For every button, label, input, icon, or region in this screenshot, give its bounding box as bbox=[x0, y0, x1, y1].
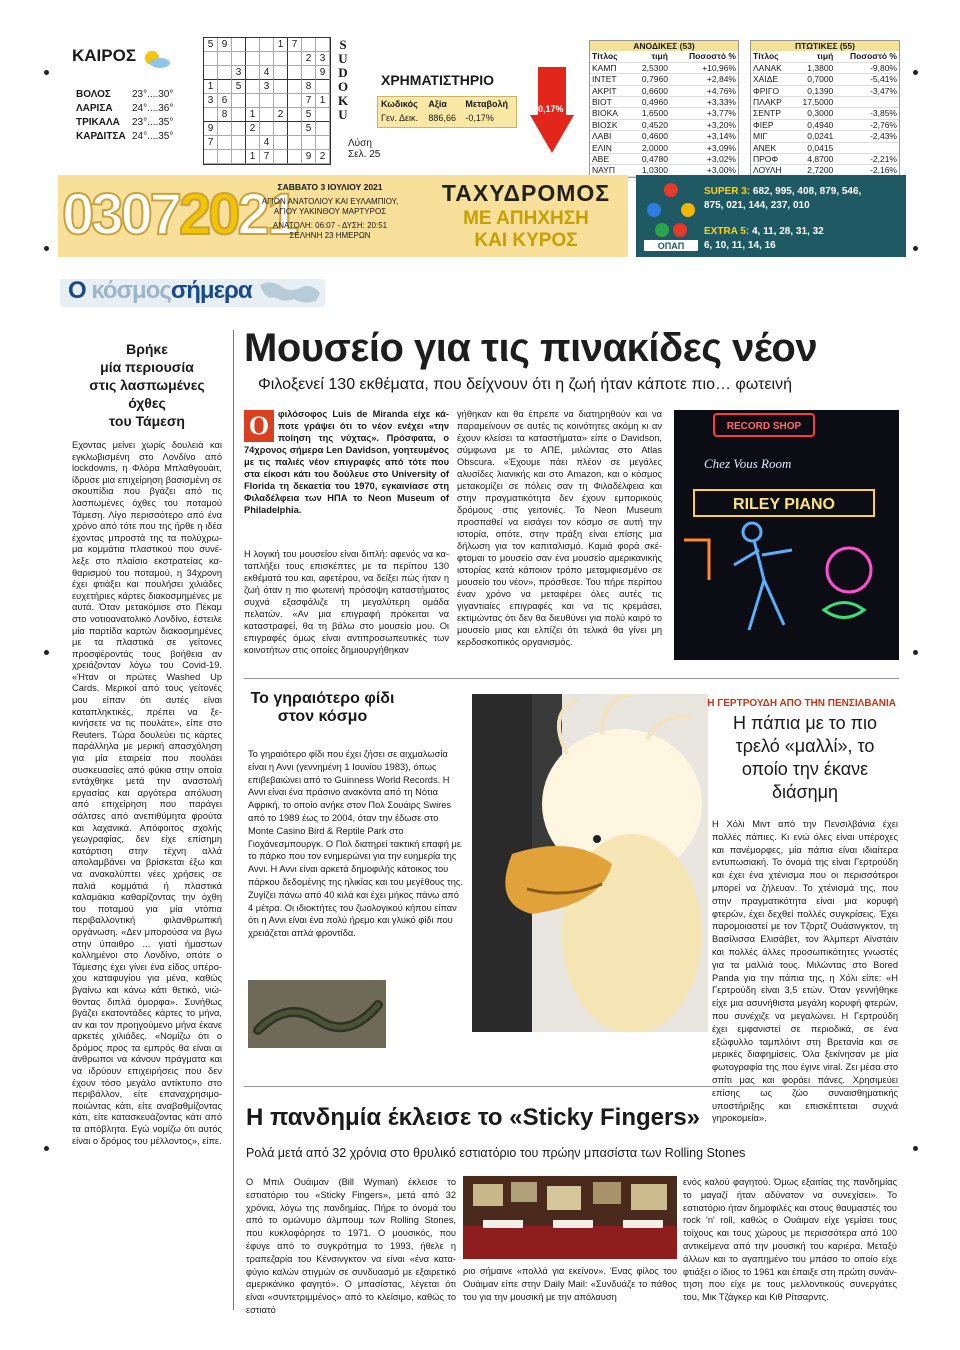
table-row bbox=[751, 108, 899, 119]
table-cell: 0,4940 bbox=[792, 119, 835, 130]
margin-dot bbox=[44, 246, 49, 251]
table-cell: 0,0415 bbox=[792, 142, 835, 153]
sudoku-cell: 2 bbox=[316, 150, 330, 164]
table-row bbox=[751, 85, 899, 96]
sudoku-cell: 7 bbox=[288, 38, 302, 52]
sudoku-cell bbox=[274, 94, 288, 108]
museum-body-col2: γήθηκαν και θα έπρεπε να διατηρηθούν και να παραμείνουν σε αυτές τις κοινότητες ακόμη κι αν έχουν κλείσει τα καταστήματα» είπε ο Davidson, σύμφωνα με το ΑΠΕ, μιλώντας στο Atlas Obscura. «Έχουμε πάει πλέον σε μεγάλες αλυσίδες λιανικής και στο Amazon, και ο κόσμος μετακομίζει σε πόλεις σαν τη Φιλαδέλφεια και στην πραγματικότητα δεν έχουν εμπορικούς δρόμους στις γειτονιές. Το Neon Museum προσπαθεί να εισάγει τον κόσμο σε αυτή την ιστορία, οπότε, στην πράξη είναι επίσης μια δήλωση για τον καπιταλισμό. Καμιά φορά σκέφτομαι το μουσείο σαν ένα μουσείο αμερικανικής ιστορίας κατά κάποιον τρόπο μεταμφιεσμένο σε μουσείο του νέον», πρόσθεσε. Του πήρε περίπου έναν χρόνο να μεταφέρει όλες αυτές τις γιγαντιαίες επιγραφές και να τις κρεμάσει, εκτιμώντας ότι δεν θα διευθύνει για πολύ καιρό το μουσείο μιας και ελπίζει ότι τελικά θα γίνει μη κερδοσκοπικός οργανισμός. bbox=[457, 409, 662, 647]
sudoku-cell: 3 bbox=[232, 66, 246, 80]
table-row bbox=[751, 142, 899, 153]
margin-dot bbox=[913, 246, 918, 251]
sudoku-cell: 6 bbox=[218, 94, 232, 108]
sudoku-letter: U bbox=[338, 107, 348, 122]
table-cell: 0,7960 bbox=[630, 74, 670, 85]
masthead-title: ΤΑΧΥΔΡΟΜΟΣ bbox=[441, 180, 611, 206]
sudoku-letter: D bbox=[338, 65, 348, 80]
table-cell: 1,6500 bbox=[630, 108, 670, 119]
table-header: Ποσοστό % bbox=[670, 51, 738, 62]
sudoku-cell: 5 bbox=[302, 108, 316, 122]
losers-table: ΠΤΩΤΙΚΕΣ (55) Τίτλος τιμή Ποσοστό % ΛΑΝΑΚ 1,3800 -9,80% ΧΑΙΔΕ 0,7000 -5,41% ΦΡΙΓΟ 0,1390 -3,47% ΠΛΑΚΡ 17,5000 ΣΕΝΤΡ 0,3000 -3,85% ΦΙΕΡ 0,4940 -2,76% ΜΙΓ 0,0241 -2,43% ΑΝΕΚ 0,0415 ΠΡΟΦ 4,8700 -2,21% ΛΟΥΛΗ 2,7200 -2,16% bbox=[750, 40, 900, 178]
sudoku-cell bbox=[288, 122, 302, 136]
sudoku-cell bbox=[232, 94, 246, 108]
opap-logo bbox=[642, 180, 700, 252]
restaurant-photo bbox=[463, 1176, 677, 1259]
sudoku-cell: 5 bbox=[302, 122, 316, 136]
margin-dot bbox=[913, 650, 918, 655]
table-cell: 0,3000 bbox=[792, 108, 835, 119]
table-row bbox=[751, 74, 899, 85]
table-header: τιμή bbox=[630, 51, 670, 62]
sudoku-cell bbox=[288, 80, 302, 94]
sudoku-cell bbox=[260, 94, 274, 108]
snake-headline: Το γηραιότερο φίδι στον κόσμο bbox=[250, 690, 395, 725]
table-cell: ΜΙΓ bbox=[751, 131, 792, 142]
sudoku-cell: 5 bbox=[204, 38, 218, 52]
margin-dot bbox=[913, 1146, 918, 1151]
sudoku-cell bbox=[274, 150, 288, 164]
table-cell: 0,4960 bbox=[630, 97, 670, 108]
sudoku-cell bbox=[288, 94, 302, 108]
table-cell: ΒΙΟΣΚ bbox=[590, 119, 630, 130]
svg-text:ΟΠΑΠ: ΟΠΑΠ bbox=[657, 241, 685, 251]
sudoku-cell: 1 bbox=[246, 108, 260, 122]
sudoku-cell bbox=[302, 38, 316, 52]
table-cell: +3,02% bbox=[670, 154, 738, 165]
table-cell: -9,80% bbox=[835, 62, 899, 73]
sudoku-cell: 1 bbox=[316, 94, 330, 108]
section-rule bbox=[244, 678, 899, 679]
sudoku-cell: 4 bbox=[260, 66, 274, 80]
table-cell: 2,7200 bbox=[792, 165, 835, 176]
museum-headline: Μουσείο για τις πινακίδες νέον bbox=[244, 326, 818, 370]
table-row bbox=[751, 62, 899, 73]
sudoku-cell bbox=[204, 150, 218, 164]
sun-cloud-icon bbox=[140, 48, 170, 70]
sudoku-cell: 9 bbox=[316, 66, 330, 80]
sudoku-cell bbox=[316, 108, 330, 122]
weather-title: ΚΑΙΡΟΣ bbox=[72, 46, 137, 65]
table-cell: -5,41% bbox=[835, 74, 899, 85]
sudoku-cell bbox=[232, 52, 246, 66]
sudoku-cell bbox=[316, 122, 330, 136]
table-cell: 0,4520 bbox=[630, 119, 670, 130]
sudoku-cell bbox=[316, 136, 330, 150]
sudoku-cell: 8 bbox=[218, 108, 232, 122]
dropcap: Ο bbox=[244, 410, 274, 442]
sudoku-cell: 5 bbox=[232, 80, 246, 94]
sudoku-cell bbox=[204, 108, 218, 122]
sudoku-letter: U bbox=[338, 51, 348, 66]
table-row bbox=[590, 119, 738, 130]
sudoku-label bbox=[337, 38, 349, 122]
sudoku-cell bbox=[218, 66, 232, 80]
table-header: Τίτλος bbox=[751, 51, 792, 62]
svg-text:Chez Vous Room: Chez Vous Room bbox=[704, 456, 792, 471]
sudoku-cell bbox=[274, 122, 288, 136]
sticky-body-col1: Ο Μπιλ Ουάιμαν (Bill Wyman) έκλεισε το εστιατόριο του «Sticky Fingers», μετά από 32 χρόνια, λόγω της πανδημίας. Πήρε το όνομά του από το ομώνυμο άλμπουμ των Rolling Stones, που κυκλοφόρησε το 1971. Ο μουσικός, που έφυγε από το συγκρότημα το 1993, ήθελε η τραπεζαρία του Κένσινγκτον να είναι «ένα καταφύγιο καλών στιγμών σε συνδυασμό με εξαιρετικό αμερικάνικο φαγητό». Ο μπασίστας, λέγεται ότι είναι «συντετριμμένος» από το κλείσιμο, καθώς το εστιατό bbox=[246, 1177, 456, 1315]
duck-kicker: Η ΓΕΡΤΡΟΥΔΗ ΑΠΟ ΤΗΝ ΠΕΝΣΙΛΒΑΝΙΑ bbox=[707, 698, 896, 709]
neon-signs-photo bbox=[674, 410, 899, 660]
table-cell: 2,0000 bbox=[630, 142, 670, 153]
table-cell: -2,43% bbox=[835, 131, 899, 142]
sudoku-cell bbox=[274, 80, 288, 94]
sudoku-solution-ref: Λύση Σελ. 25 bbox=[348, 138, 381, 160]
sudoku-cell: 7 bbox=[260, 150, 274, 164]
sudoku-cell bbox=[218, 136, 232, 150]
sudoku-cell bbox=[246, 94, 260, 108]
table-cell: ΣΕΝΤΡ bbox=[751, 108, 792, 119]
sudoku-cell bbox=[246, 80, 260, 94]
table-cell: 0,6600 bbox=[630, 85, 670, 96]
table-cell: ΧΑΙΔΕ bbox=[751, 74, 792, 85]
sudoku-cell: 7 bbox=[302, 94, 316, 108]
sudoku-cell: 7 bbox=[204, 136, 218, 150]
table-cell: 17,5000 bbox=[792, 97, 835, 108]
weather-row: ΚΑΡΔΙΤΣΑ 24°....35° bbox=[76, 131, 174, 142]
table-cell: 4,8700 bbox=[792, 154, 835, 165]
table-cell: ΑΝΕΚ bbox=[751, 142, 792, 153]
table-cell: -2,21% bbox=[835, 154, 899, 165]
table-cell: -3,85% bbox=[835, 108, 899, 119]
sudoku-cell: 3 bbox=[316, 52, 330, 66]
table-row bbox=[751, 119, 899, 130]
sudoku-cell: 1 bbox=[204, 80, 218, 94]
table-header: Τίτλος bbox=[590, 51, 630, 62]
sudoku-cell: 2 bbox=[274, 108, 288, 122]
sudoku-cell bbox=[260, 122, 274, 136]
sudoku-letter: K bbox=[337, 93, 349, 108]
table-cell: ΒΙΟΚΑ bbox=[590, 108, 630, 119]
svg-text:RILEY PIANO: RILEY PIANO bbox=[733, 496, 835, 513]
table-row bbox=[590, 154, 738, 165]
sudoku-cell bbox=[260, 38, 274, 52]
sudoku-cell bbox=[274, 52, 288, 66]
anaconda-photo bbox=[248, 980, 386, 1048]
lottery-results: SUPER 3: 682, 995, 408, 879, 546, 875, 021, 144, 237, 010 EXTRA 5: 4, 11, 28, 31, 32 6, 10, 11, 14, 16 bbox=[704, 186, 862, 251]
duck-body: Η Χόλι Μιντ από την Πενσιλβάνια έχει πολλές πάπιες. Κι ενώ όλες είναι υπέροχες και πανέμορφες, μία πάπια είναι ιδιαίτερα εντυπωσιακή. Το όνομά της είναι Γερτρούδη και έχει ένα χτένισμα που οι περισσότεροι μπορεί να ζήλευαν. Το χτένισμά της, που στην πραγματικότητα είναι μια κορυφή φτερών, έχει δεχθεί πολλές συγκρίσεις. Έχει παρομοιαστεί με τον Τζορτζ Ουάσινγκτον, τη Βασίλισσα Ελισάβετ, τον Άλμπερτ Αϊνστάιν και πολλές άλλες προσωπικότητες γνωστές για τα μαλλιά τους. Μιλώντας στο Bored Panda για την πάπια της, η Χόλι είπε: «Η Γερτρούδη είναι 3,5 ετών. Όταν γεννήθηκε είχε μια ασυνήθιστα μεγάλη κορυφή φτερών, που συνέχιζε να μεγαλώνει. Η Γερτρούδη έχει εμφανιστεί σε περιοδικά, σε ένα εξώφυλλο ταμπλόιντ στη Βρετανία και σε μερικές διαφημίσεις. Όλα ξεκίνησαν με μία φωτογραφία της που έγινε viral. Ζει μέσα στο σπίτι μας και φοράει πάνες. Χρησιμεύει επίσης ως ζώο συναισθηματικής υποστήριξης και επισκέπτεται συχνά γηροκομεία». bbox=[712, 819, 898, 1124]
table-row bbox=[751, 154, 899, 165]
sudoku-cell bbox=[288, 52, 302, 66]
table-cell: +3,33% bbox=[670, 97, 738, 108]
table-cell: ΑΚΡΙΤ bbox=[590, 85, 630, 96]
sudoku-cell bbox=[246, 136, 260, 150]
table-cell: 0,7000 bbox=[792, 74, 835, 85]
sudoku-cell: 8 bbox=[302, 80, 316, 94]
sudoku-cell: 1 bbox=[246, 150, 260, 164]
svg-text:RECORD SHOP: RECORD SHOP bbox=[726, 421, 802, 432]
sudoku-cell bbox=[218, 122, 232, 136]
weather-row: ΛΑΡΙΣΑ 24°....36° bbox=[76, 103, 174, 114]
table-cell: +2,84% bbox=[670, 74, 738, 85]
margin-dot bbox=[913, 70, 918, 75]
thames-body: Εχοντας μείνει χωρίς δουλειά και εγκλωβισμένη στο Λονδίνο από lockdowns, η Φλόρα Μπλαθγουάιτ, ίδρυσε μια επιχείρηση βασισμένη σε σκουπίδια που βγάζει από τις λασπωμένες όχθες του ποταμού Τάμεση. Λίγο περισσότερο από ένα χρόνο από τότε που της ήρθε η ιδέα έχοντας μπροστά της τα πολύχρωμα κομμάτια πλαστικού που συνέλεξε στο πλαίσιο εκστρατείας καθαρισμού του ποταμού, η 34χρονη έχει φτιάξει και πουλήσει χιλιάδες ευχετήριες κάρτες διακοσμημένες με αυτά. Όταν μετακόμισε στο Πέκαμ στο νοτιοανατολικό Λονδίνο, έστειλε μία παρτίδα καρτών διακοσμημένες με τα πλαστικά σε γείτονες προσφέροντάς τους βοήθεια αν χρειάζονταν λόγω του Covid-19. «Ήταν οι πρώτες Washed Up Cards. Μερικοί από τους γείτονές μου είπαν ότι αυτές είναι καταπληκτικές, πρέπει να ξεκινήσετε να τις πουλάτε», είπε στο Reuters. Τώρα δουλεύει τις κάρτες παράλληλα με μερική απασχόληση για μία εταιρεία που πουλάει συσκευασίες από φύκια στην οποία εντάχθηκε μετά την αναστολή εργασίας και αργότερα απόλυση από επιχείρηση που παράγει σάλτσες από ανεπιθύμητα φρούτα και λαχανικά. Απόφοιτος σχολής γεωγραφίας, δεν είχε επίσημη κατάρτιση στην τέχνη αλλά απολαμβάνει να βρίσκεται έξω και να ανακαλύπτει νέες χρήσεις σε παλιά κομμάτιά ή πλαστικά καλαμάκια καθαρίζοντας την όχθη του ποταμού για μία ντόπια περιβαλλοντική φιλανθρωπική οργάνωση. «Δεν μπορούσα να βγω στην ύπαιθρο ... γιατί ήμαστων κολλημένοι στο Λονδίνο, οπότε ο Τάμεσης έχει γίνει ένα είδος υπέροχου καταφυγίου για μένα, καθώς βγαίνω και κάνω κάτι θετικό, νιώθοντας διπλά όμορφα». Συνήθως βγάζει εκατοντάδες κάρτες το μήνα, αν και τον προηγούμενο μήνα έκανε αρκετές χιλιάδες. «Νομίζω ότι ο δρόμος προς τα εμπρός θα είναι οι άνθρωποι να κάνουν πράγματα και να ιδρύουν επιχειρήσεις που δεν έχουν τόσο μεγάλο αντίκτυπο στο περιβάλλον, είτε επαναχρησιμοποιώντας κάτι, είτε αναβαθμίζοντας κάτι, είτε κατασκευάζοντας κάτι από τα απόβλητα. Εγώ νομίζω ότι αυτός είναι ο δρόμος του μέλλοντος», είπε. bbox=[72, 440, 222, 1146]
table-cell: +3,00% bbox=[670, 165, 738, 176]
table-cell: ΚΑΜΠ bbox=[590, 62, 630, 73]
table-cell bbox=[835, 97, 899, 108]
sudoku-cell bbox=[204, 66, 218, 80]
sudoku-cell bbox=[218, 80, 232, 94]
sudoku-cell bbox=[316, 80, 330, 94]
sudoku-cell: 9 bbox=[218, 38, 232, 52]
sudoku-cell bbox=[302, 136, 316, 150]
table-cell: 2,5300 bbox=[630, 62, 670, 73]
table-header: τιμή bbox=[792, 51, 835, 62]
column-divider bbox=[233, 330, 234, 1310]
sudoku-cell: 9 bbox=[204, 122, 218, 136]
sudoku-cell bbox=[246, 38, 260, 52]
table-cell: 0,4600 bbox=[630, 131, 670, 142]
sudoku-cell bbox=[204, 52, 218, 66]
sudoku-cell: 9 bbox=[302, 150, 316, 164]
margin-dot bbox=[44, 70, 49, 75]
sudoku-cell bbox=[260, 52, 274, 66]
table-row bbox=[590, 97, 738, 108]
table-cell: ΦΙΕΡ bbox=[751, 119, 792, 130]
museum-body-col1: Η λογική του μουσείου είναι διπλή: αφενός να καταπλήξει τους επισκέπτες με τα περίπου 130 εκθέματά του και, αφετέρου, να δείξει πώς ήταν η ζωή όταν η πιο φωτεινή πρόσοψη καταστήματος συχνά εξασφάλιζε τη μεγαλύτερη ομάδα πελατών. «Αν μια επιγραφή πρόκειται να καταστραφεί, θα τη βάλω στο μουσείο μου. Οι επιγραφές όμως είναι αντιπροσωπευτικές των κοινοτήτων στις οποίες δημιουργήθηκαν bbox=[244, 549, 449, 655]
sudoku-cell: 1 bbox=[274, 38, 288, 52]
table-cell: ΛΑΝΑΚ bbox=[751, 62, 792, 73]
market-index-table: Κωδικός Αξία Μεταβολή Γεν. Δεικ. 886,66 -0,17% bbox=[377, 96, 517, 128]
table-cell: ΙΝΤΕΤ bbox=[590, 74, 630, 85]
section-title: Ο κόσμοςσήμερα bbox=[60, 275, 325, 309]
table-cell: +3,09% bbox=[670, 142, 738, 153]
table-cell: ΛΟΥΛΗ bbox=[751, 165, 792, 176]
table-header: Ποσοστό % bbox=[835, 51, 899, 62]
table-cell: +3,14% bbox=[670, 131, 738, 142]
table-cell: +3,20% bbox=[670, 119, 738, 130]
sudoku-cell: 2 bbox=[246, 122, 260, 136]
masthead-slogan: ΜΕ ΑΠΗΧΗΣΗ ΚΑΙ ΚΥΡΟΣ bbox=[463, 208, 589, 251]
table-row bbox=[590, 142, 738, 153]
big-date: 03072021 bbox=[62, 182, 297, 247]
sudoku-cell bbox=[246, 52, 260, 66]
table-cell: ΒΙΟΤ bbox=[590, 97, 630, 108]
margin-dot bbox=[44, 650, 49, 655]
museum-subtitle: Φιλοξενεί 130 εκθέματα, που δείχνουν ότι η ζωή ήταν κάποτε πιο… φωτεινή bbox=[258, 376, 792, 393]
section-rule bbox=[244, 1086, 899, 1087]
table-cell: -2,76% bbox=[835, 119, 899, 130]
sudoku-cell bbox=[288, 150, 302, 164]
table-cell: 1,3800 bbox=[792, 62, 835, 73]
sudoku-cell bbox=[288, 108, 302, 122]
table-cell: ΑΒΕ bbox=[590, 154, 630, 165]
table-row bbox=[751, 97, 899, 108]
table-cell: ΕΛΙΝ bbox=[590, 142, 630, 153]
sudoku-cell bbox=[232, 136, 246, 150]
sudoku-cell bbox=[232, 108, 246, 122]
sudoku-cell bbox=[232, 38, 246, 52]
sudoku-cell: 4 bbox=[260, 136, 274, 150]
table-row bbox=[590, 131, 738, 142]
table-cell: ΛΑΒΙ bbox=[590, 131, 630, 142]
table-row bbox=[751, 131, 899, 142]
weather-list bbox=[76, 88, 186, 144]
thames-headline: Βρήκε μία περιουσία στις λασπωμένες όχθες του Τάμεση bbox=[89, 341, 205, 429]
weather-row: ΒΟΛΟΣ 23°....30° bbox=[76, 89, 174, 100]
sudoku-letter: S bbox=[339, 37, 347, 52]
sticky-headline: Η πανδημία έκλεισε το «Sticky Fingers» bbox=[246, 1104, 701, 1131]
sudoku-grid bbox=[203, 37, 331, 165]
duck-headline: Η πάπια με το πιο τρελό «μαλλί», το οποίο την έκανε διάσημη bbox=[732, 713, 878, 802]
duck-photo bbox=[472, 694, 708, 1032]
sudoku-cell: 3 bbox=[204, 94, 218, 108]
weather-row: ΤΡΙΚΑΛΑ 23°....35° bbox=[76, 117, 174, 128]
table-cell: 0,0241 bbox=[792, 131, 835, 142]
table-cell bbox=[835, 142, 899, 153]
market-change: -0,17% bbox=[535, 104, 564, 114]
gainers-table: ΑΝΟΔΙΚΕΣ (53) Τίτλος τιμή Ποσοστό % ΚΑΜΠ 2,5300 +10,96% ΙΝΤΕΤ 0,7960 +2,84% ΑΚΡΙΤ 0,6600 +4,76% ΒΙΟΤ 0,4960 +3,33% ΒΙΟΚΑ 1,6500 +3,77% ΒΙΟΣΚ 0,4520 +3,20% ΛΑΒΙ 0,4600 +3,14% ΕΛΙΝ 2,0000 +3,09% ΑΒΕ 0,4780 +3,02% ΝΑΥΠ 1,0300 +3,00% bbox=[589, 40, 739, 178]
sudoku-cell bbox=[260, 108, 274, 122]
museum-lead: Ο φιλόσοφος Luis de Miranda είχε κάποτε γράψει ότι το νέον ενέχει «την ποίηση της νύχτας». Πρόσφατα, ο 74χρονος σήμερα Len Davidson, γοητευμένος με τις παλιές νέον επιγραφές από τότε που στα είκοσι κάτι του δούλευε στο University of Florida τη δεκαετία του 1970, εγκαινίασε στη Φιλαδέλφεια των ΗΠΑ το Neon Museum of Philadelphia. bbox=[244, 409, 449, 515]
table-cell: 0,4780 bbox=[630, 154, 670, 165]
date-info: ΣΑΒΒΑΤΟ 3 ΙΟΥΛΙΟΥ 2021 ΑΓΙΟΝ ΑΝΑΤΟΛΙΟΥ ΚΑΙ ΕΥΛΑΜΠΙΟΥ, ΑΓΙΟΥ ΥΑΚΙΝΘΟΥ ΜΑΡΤΥΡΟΣ ΑΝΑΤΟΛΗ: 06:07 - ΔΥΣΗ: 20:51 ΣΕΛΗΝΗ 23 ΗΜΕΡΩΝ bbox=[261, 182, 399, 240]
table-cell: ΠΛΑΚΡ bbox=[751, 97, 792, 108]
table-row bbox=[590, 62, 738, 73]
table-cell: +10,96% bbox=[670, 62, 738, 73]
margin-dot bbox=[44, 1146, 49, 1151]
table-row bbox=[590, 108, 738, 119]
sudoku-cell bbox=[316, 38, 330, 52]
snake-body: Το γηραιότερο φίδι που έχει ζήσει σε αιχμαλωσία είναι η Αννι (γεννημένη 1 Ιουνίου 1983), όπως επιβεβαιώνει από το Guinness World Records. Η Αννι είναι ένα πράσινο ανακόντα από τη Νότια Αφρική, το οποίο ανήκε στον Πολ Σουάιρς Swires από το 1989 έως το 2004, όταν την έδωσε στο Monte Casino Bird & Reptile Park στο Γιοχάνεσμπουργκ. Ο Πολ διατηρεί τακτική επαφή με το πάρκο που τον ενημερώνει για την ευημερία της Αννι. Η Αννι είναι αρκετά δημοφιλής κάτοικος του πάρκου δεδομένης της ηλικίας και του μεγέθους της. Ζυγίζει πάνω από 40 κιλά και έχει μήκος πάνω από 4 μέτρα. Οι ιδιοκτήτες του ζωολογικού κήπου είπαν ότι η Αννι είναι ένα πολύ ήρεμο και γλυκό φίδι που χρειάζεται απλά φροντίδα. bbox=[248, 749, 463, 939]
sticky-subtitle: Ρολά μετά από 32 χρόνια στο θρυλικό εστιατόριο του πρώην μπασίστα των Rolling Stones bbox=[246, 1146, 746, 1160]
market-title: ΧΡΗΜΑΤΙΣΤΗΡΙΟ bbox=[381, 72, 495, 88]
table-cell: -2,16% bbox=[835, 165, 899, 176]
table-cell: 0,1390 bbox=[792, 85, 835, 96]
sudoku-cell bbox=[246, 66, 260, 80]
thames-article bbox=[72, 340, 222, 1147]
table-cell: +3,77% bbox=[670, 108, 738, 119]
sudoku-cell bbox=[288, 136, 302, 150]
sudoku-cell: 3 bbox=[260, 80, 274, 94]
table-cell: 1,0300 bbox=[630, 165, 670, 176]
sticky-body-col2: ριο σήμαινε «πολλά για εκείνον». Ένας φίλος του Ουάιμαν είπε στην Daily Mail: «Συνδυάζε το πάθος του για την μουσική με την απόλαυση bbox=[463, 1266, 677, 1302]
table-cell: ΠΡΟΦ bbox=[751, 154, 792, 165]
sudoku-cell bbox=[218, 52, 232, 66]
sudoku-cell bbox=[274, 66, 288, 80]
table-cell: ΦΡΙΓΟ bbox=[751, 85, 792, 96]
sudoku-cell: 2 bbox=[302, 52, 316, 66]
sudoku-cell bbox=[274, 136, 288, 150]
table-row bbox=[590, 85, 738, 96]
table-cell: -3,47% bbox=[835, 85, 899, 96]
table-cell: +4,76% bbox=[670, 85, 738, 96]
sudoku-cell bbox=[218, 150, 232, 164]
table-cell: ΝΑΥΠ bbox=[590, 165, 630, 176]
sudoku-cell bbox=[232, 150, 246, 164]
sudoku-letter: O bbox=[337, 79, 349, 94]
sticky-body-col3: ενός καλού φαγητού. Όμως εξαιτίας της πανδημίας το μαγαζί ήταν αδύνατον να συνεχίσει». Το εστιατόριο ήταν δημοφιλές και στους θαυμαστές του rock 'n' roll, καθώς ο Ουάιμαν είχε γεμίσει τους τοίχους και τους χώρους με περισσότερα από 100 αντικείμενα από την μουσική του καριέρα. Μεταξύ άλλων και το αγαπημένο του μπάσο το οποίο είχε φτιάξει ο ίδιος το 1961 και έπαιξε στη πρώτη συνάντηση που είχε με τους μελλοντικούς συνεργάτες του, Μικ Τζάγκερ και Κιθ Ρίτσαρντς. bbox=[683, 1177, 897, 1303]
sudoku-cell bbox=[288, 66, 302, 80]
sudoku-cell bbox=[302, 66, 316, 80]
table-row bbox=[590, 74, 738, 85]
sudoku-cell bbox=[232, 122, 246, 136]
